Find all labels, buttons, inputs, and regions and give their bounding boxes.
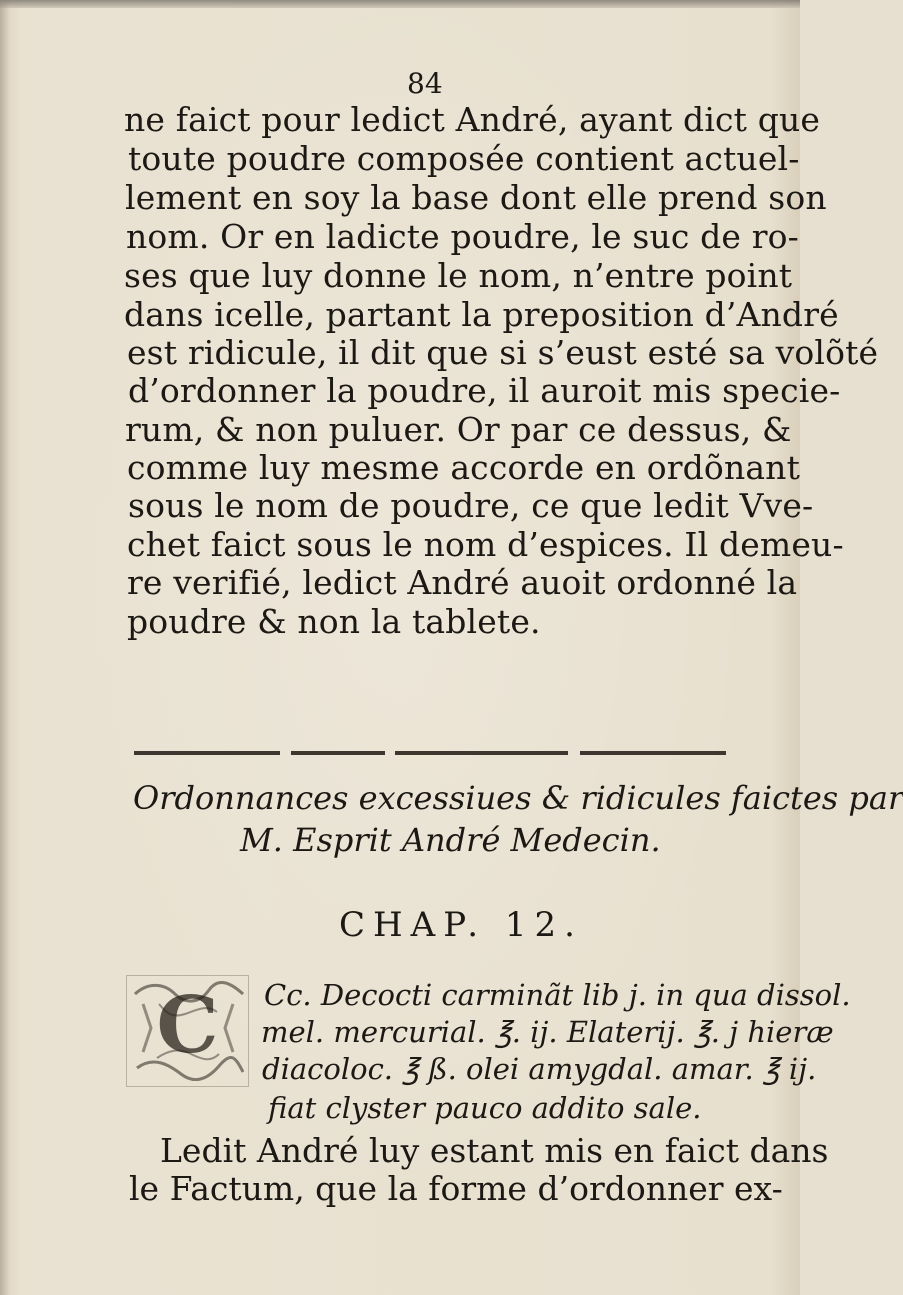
paragraph-line: rum, & non puluer. Or par ce dessus, & [125, 410, 792, 449]
closing-line: le Factum, que la forme d’ordonner ex- [129, 1169, 783, 1208]
paragraph-line: d’ordonner la poudre, il auroit mis specie- [128, 371, 841, 410]
page-number: 84 [407, 67, 443, 100]
page-left-edge [0, 0, 10, 1295]
recipe-line: mel. mercurial. ℥. ij. Elaterij. ℥. j hieræ [261, 1015, 834, 1049]
decorative-rule [395, 751, 568, 755]
paragraph-line: dans icelle, partant la preposition d’André [124, 295, 839, 334]
paragraph-line: toute poudre composée contient actuel- [128, 139, 800, 178]
decorative-rule [580, 751, 726, 755]
closing-line: Ledit André luy estant mis en faict dans [160, 1131, 829, 1170]
paragraph-line: lement en soy la base dont elle prend son [125, 178, 827, 217]
section-heading-line: Ordonnances excessiues & ridicules faictes par [133, 779, 903, 817]
paragraph-line: est ridicule, il dit que si s’eust esté sa volõté [127, 333, 879, 372]
initial-letter: C [156, 980, 219, 1071]
section-heading-line: M. Esprit André Medecin. [240, 821, 661, 859]
chapter-heading: CHAP. 12. [339, 905, 583, 945]
paragraph-line: ne faict pour ledict André, ayant dict que [124, 100, 821, 139]
page-top-edge [0, 0, 800, 8]
recipe-line: fiat clyster pauco addito sale. [268, 1091, 702, 1125]
decorative-rule [291, 751, 385, 755]
paragraph-line: nom. Or en ladicte poudre, le suc de ro- [126, 217, 799, 256]
recipe-line: diacoloc. ℥ ß. olei amygdal. amar. ℥ ij. [262, 1052, 817, 1086]
decorative-rule [134, 751, 280, 755]
paragraph-line: comme luy mesme accorde en ordõnant [127, 448, 800, 487]
recipe-line: Cc. Decocti carminãt lib j. in qua dissol. [264, 978, 851, 1012]
paragraph-line: re verifié, ledict André auoit ordonné la [127, 563, 798, 602]
paragraph-line: sous le nom de poudre, ce que ledit Vve- [128, 486, 814, 525]
paragraph-line: poudre & non la tablete. [127, 602, 541, 641]
decorated-initial [126, 975, 249, 1087]
paragraph-line: chet faict sous le nom d’espices. Il demeu- [127, 525, 844, 564]
paragraph-line: ses que luy donne le nom, n’entre point [124, 256, 793, 295]
